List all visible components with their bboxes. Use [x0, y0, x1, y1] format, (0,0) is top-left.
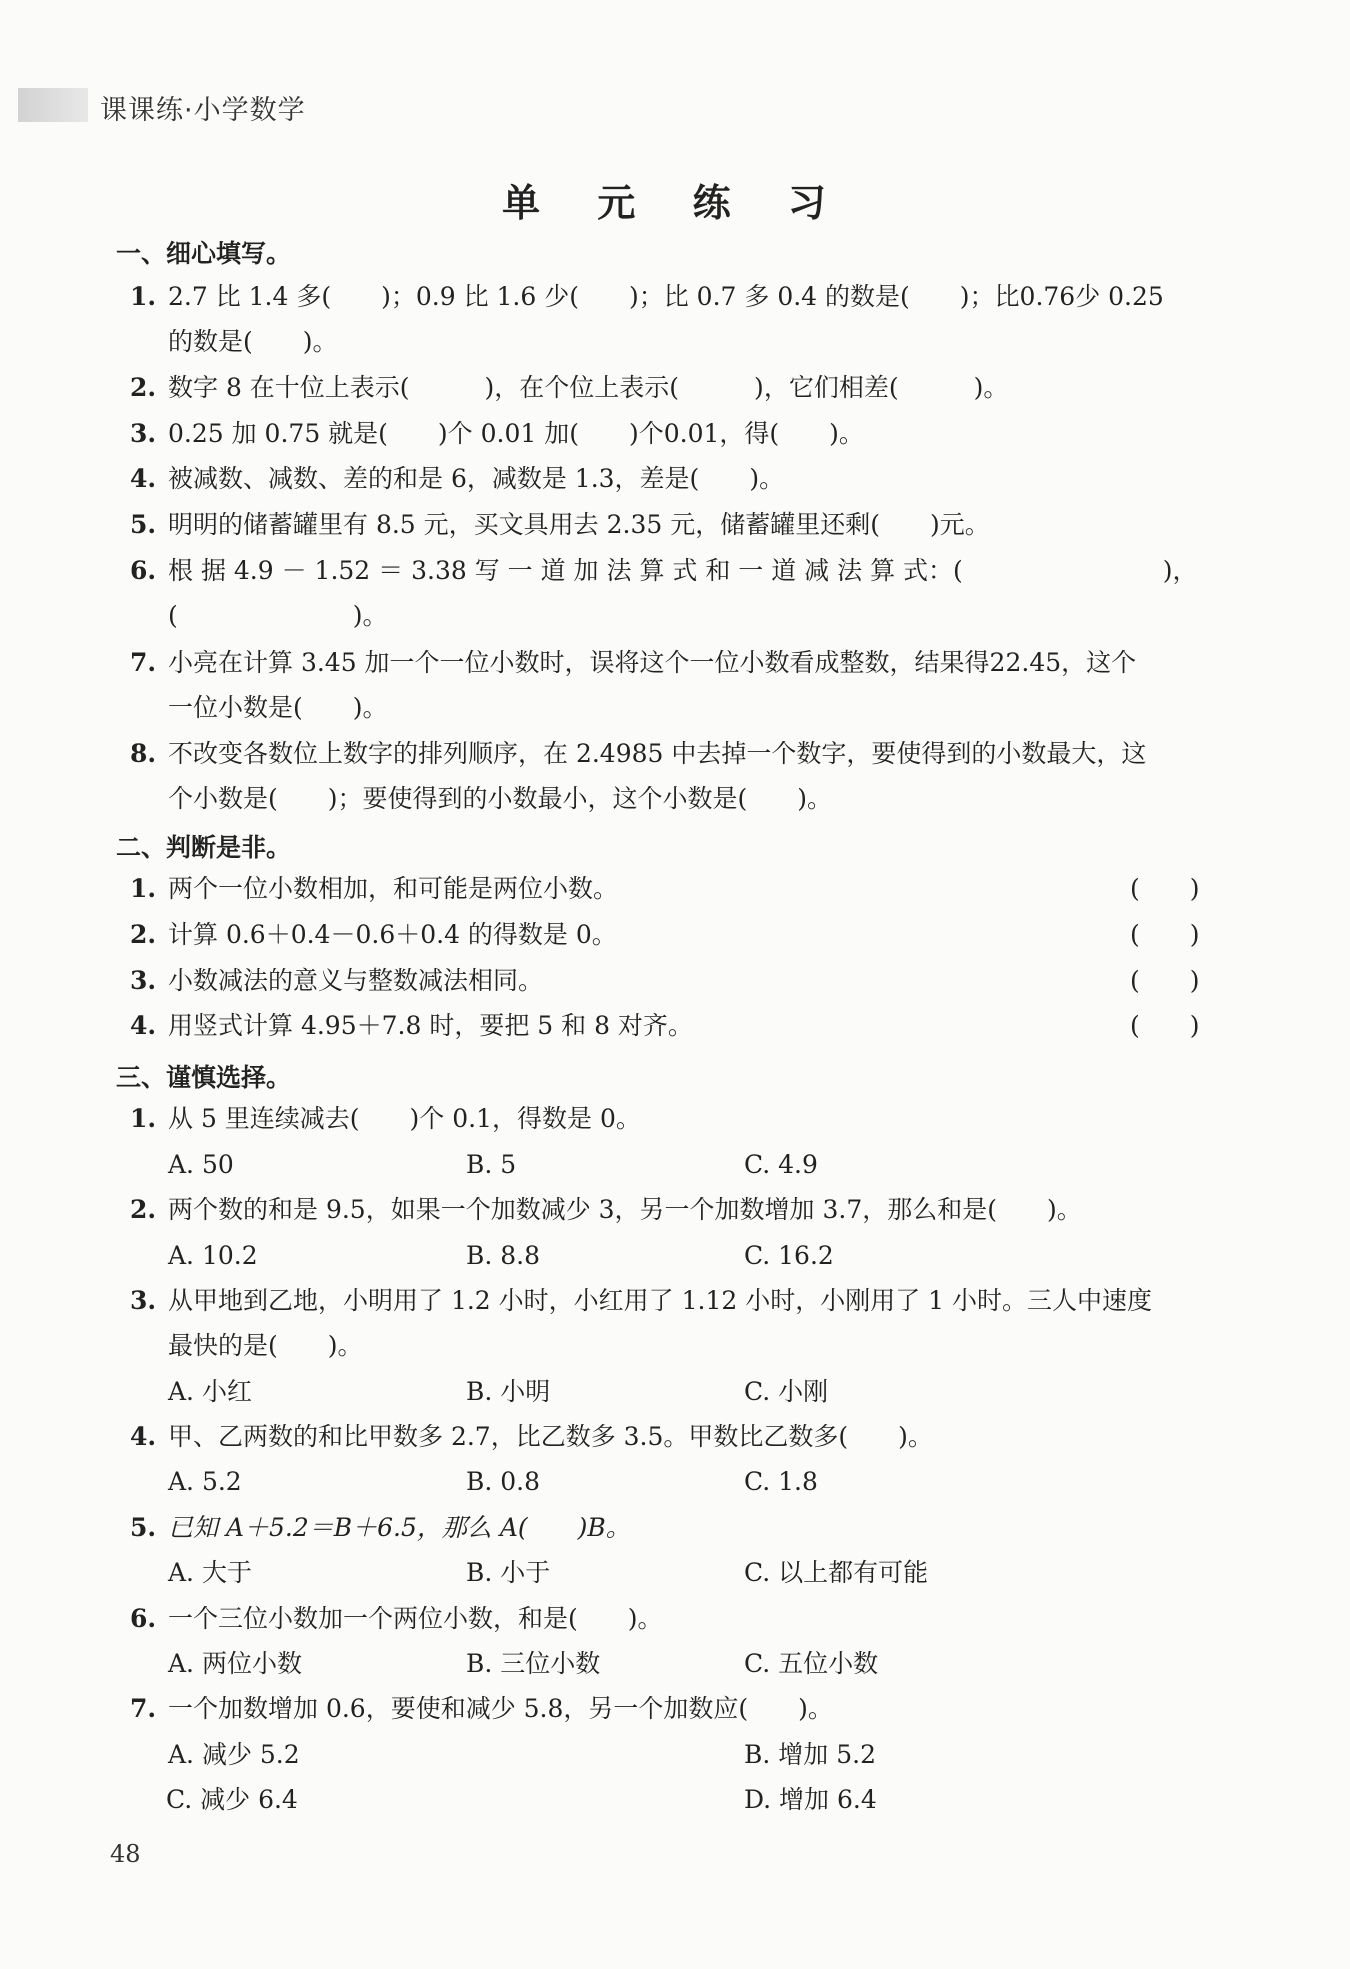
- option-a: A. 大于: [168, 1558, 252, 1587]
- question-number: 2.: [130, 1195, 157, 1224]
- option-a: A. 50: [168, 1150, 234, 1179]
- question-number: 6.: [130, 556, 157, 585]
- question-text: 小数减法的意义与整数减法相同。: [168, 966, 544, 995]
- question-number: 8.: [130, 739, 157, 768]
- option-a: A. 10.2: [168, 1241, 258, 1270]
- question-number: 1.: [130, 874, 157, 903]
- question-text: 从 5 里连续减去( )个 0.1，得数是 0。: [168, 1104, 641, 1133]
- question-text-continued: 最快的是( )。: [168, 1331, 363, 1360]
- question-number: 1.: [130, 1104, 157, 1133]
- question-text: 明明的储蓄罐里有 8.5 元，买文具用去 2.35 元，储蓄罐里还剩( )元。: [168, 510, 990, 539]
- question-text: 2.7 比 1.4 多( )；0.9 比 1.6 少( )；比 0.7 多 0.4 的数是( )；比0.76少 0.25: [168, 282, 1164, 311]
- question-text: 两个数的和是 9.5，如果一个加数减少 3，另一个加数增加 3.7，那么和是( )。: [168, 1195, 1082, 1224]
- question-number: 1.: [130, 282, 157, 311]
- question-text: 从甲地到乙地，小明用了 1.2 小时，小红用了 1.12 小时，小刚用了 1 小时。三人中速度: [168, 1286, 1153, 1315]
- option-a: A. 两位小数: [168, 1649, 302, 1678]
- question-text: 已知 A＋5.2＝B＋6.5，那么 A( )B。: [168, 1513, 631, 1542]
- answer-bracket: ( ): [1130, 966, 1200, 995]
- header-decoration: [18, 88, 88, 122]
- section-heading-judge: 二、判断是非。: [116, 833, 292, 862]
- option-d: D. 增加 6.4: [744, 1785, 877, 1814]
- page-number: 48: [110, 1840, 141, 1868]
- question-number: 6.: [130, 1604, 157, 1633]
- option-c: C. 减少 6.4: [166, 1785, 298, 1814]
- option-b: B. 小于: [466, 1558, 551, 1587]
- answer-bracket: ( ): [1130, 874, 1200, 903]
- option-b: B. 0.8: [466, 1467, 541, 1496]
- question-text: 小亮在计算 3.45 加一个一位小数时，误将这个一位小数看成整数，结果得22.45，这个: [168, 648, 1137, 677]
- answer-bracket: ( ): [1130, 1011, 1200, 1040]
- question-number: 4.: [130, 1011, 157, 1040]
- option-a: A. 5.2: [168, 1467, 242, 1496]
- option-b: B. 8.8: [466, 1241, 541, 1270]
- option-c: C. 1.8: [744, 1467, 818, 1496]
- option-b: B. 增加 5.2: [744, 1740, 876, 1769]
- question-text-continued: 的数是( )。: [168, 327, 338, 356]
- option-c: C. 以上都有可能: [744, 1558, 929, 1587]
- answer-bracket: ( ): [1130, 920, 1200, 949]
- question-text: 0.25 加 0.75 就是( )个 0.01 加( )个0.01，得( )。: [168, 419, 864, 448]
- question-text: 被减数、减数、差的和是 6，减数是 1.3，差是( )。: [168, 464, 785, 493]
- question-text-continued: 一位小数是( )。: [168, 693, 388, 722]
- question-text: 数字 8 在十位上表示( )，在个位上表示( )，它们相差( )。: [168, 373, 1009, 402]
- option-c: C. 16.2: [744, 1241, 834, 1270]
- section-heading-fill: 一、细心填写。: [116, 239, 292, 268]
- question-text-continued: ( )。: [168, 601, 388, 630]
- question-text: 根 据 4.9 － 1.52 ＝ 3.38 写 一 道 加 法 算 式 和 一 道 减 法 算 式：( )，: [168, 556, 1198, 585]
- option-c: C. 小刚: [744, 1377, 829, 1406]
- question-text: 一个三位小数加一个两位小数，和是( )。: [168, 1604, 663, 1633]
- option-b: B. 小明: [466, 1377, 551, 1406]
- question-number: 7.: [130, 648, 157, 677]
- page-title: 单 元 练 习: [502, 181, 848, 225]
- question-number: 2.: [130, 373, 157, 402]
- question-text: 甲、乙两数的和比甲数多 2.7，比乙数多 3.5。甲数比乙数多( )。: [168, 1422, 933, 1451]
- question-number: 3.: [130, 1286, 157, 1315]
- question-number: 4.: [130, 1422, 157, 1451]
- option-b: B. 5: [466, 1150, 517, 1179]
- question-number: 5.: [130, 510, 157, 539]
- question-number: 3.: [130, 966, 157, 995]
- option-a: A. 减少 5.2: [168, 1740, 300, 1769]
- question-number: 7.: [130, 1694, 157, 1723]
- question-text: 用竖式计算 4.95＋7.8 时，要把 5 和 8 对齐。: [168, 1011, 693, 1040]
- question-text-continued: 个小数是( )；要使得到的小数最小，这个小数是( )。: [168, 784, 833, 813]
- option-c: C. 4.9: [744, 1150, 818, 1179]
- option-b: B. 三位小数: [466, 1649, 601, 1678]
- section-heading-choose: 三、谨慎选择。: [116, 1063, 292, 1092]
- question-number: 3.: [130, 419, 157, 448]
- option-c: C. 五位小数: [744, 1649, 879, 1678]
- book-title: 课课练·小学数学: [100, 95, 306, 126]
- question-number: 4.: [130, 464, 157, 493]
- question-number: 2.: [130, 920, 157, 949]
- question-number: 5.: [130, 1513, 157, 1542]
- question-text: 一个加数增加 0.6，要使和减少 5.8，另一个加数应( )。: [168, 1694, 833, 1723]
- question-text: 不改变各数位上数字的排列顺序，在 2.4985 中去掉一个数字，要使得到的小数最大，这: [168, 739, 1147, 768]
- option-a: A. 小红: [168, 1377, 252, 1406]
- question-text: 两个一位小数相加，和可能是两位小数。: [168, 874, 619, 903]
- question-text: 计算 0.6＋0.4－0.6＋0.4 的得数是 0。: [168, 920, 617, 949]
